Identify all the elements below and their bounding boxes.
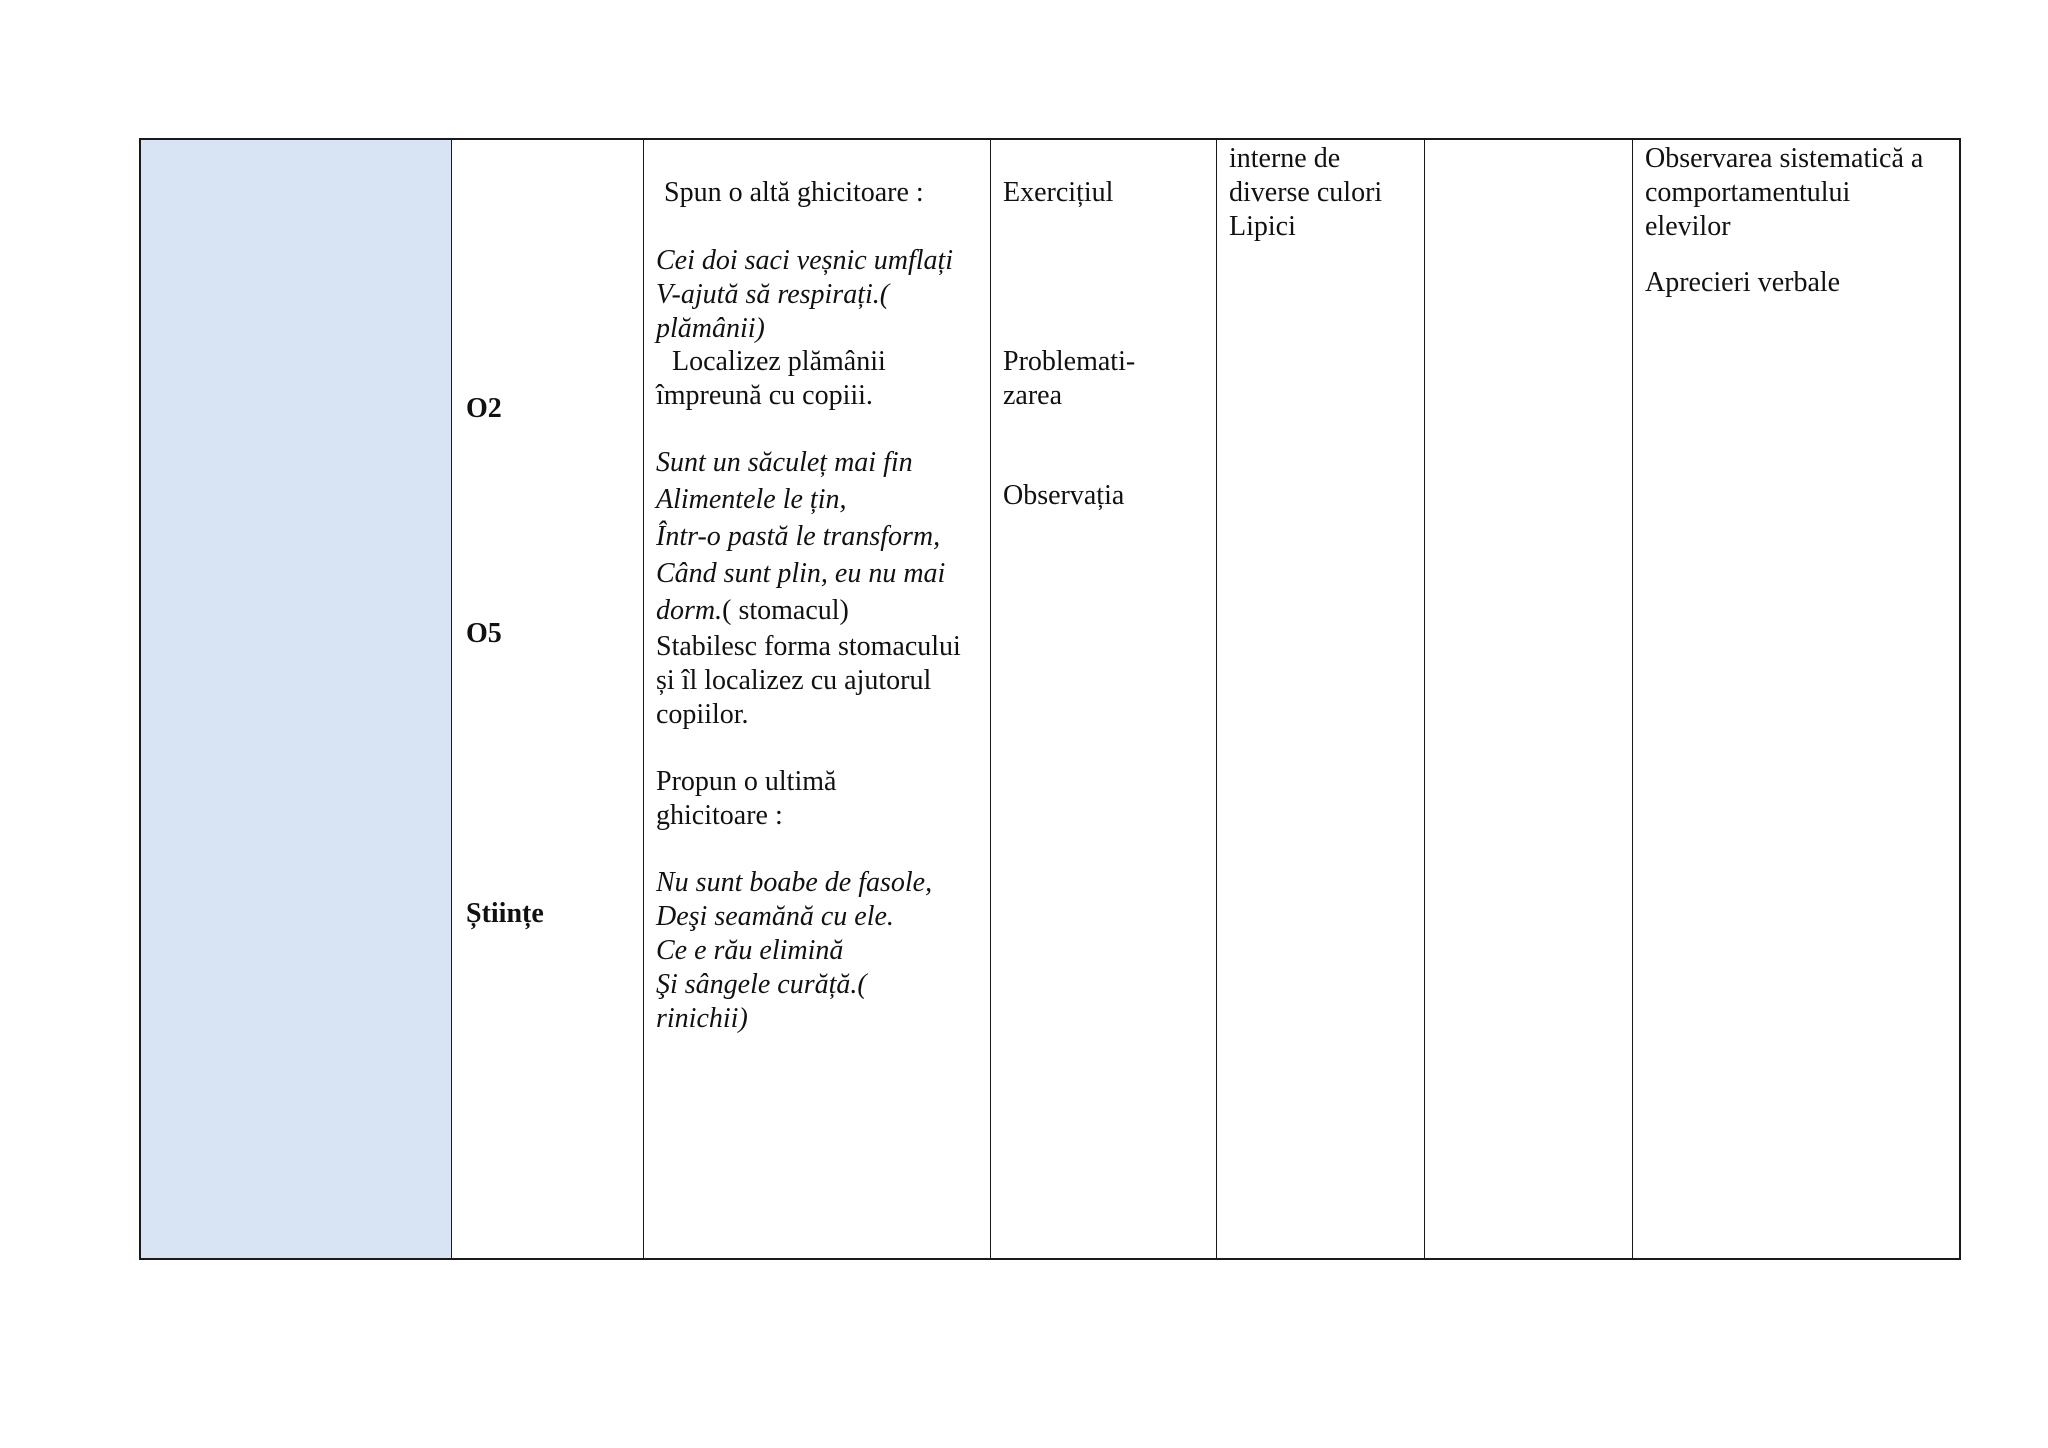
evaluation-line: comportamentului: [1645, 177, 1851, 208]
stomach-activity-line: și îl localizez cu ajutorul: [656, 665, 932, 696]
activities-column: [644, 140, 991, 1258]
objective-o2: O2: [466, 393, 502, 424]
lungs-activity-line: împreună cu copiii.: [656, 380, 873, 411]
resource-line: interne de: [1229, 143, 1341, 174]
method-problem-solving: Problemati-: [1003, 346, 1136, 377]
last-riddle-intro: Propun o ultimă: [656, 766, 837, 797]
riddle-intro: Spun o altă ghicitoare :: [664, 177, 924, 208]
riddle2-line: Sunt un săculeț mai fin: [656, 447, 913, 478]
organization-column: [1425, 140, 1633, 1258]
resources-column: [1217, 140, 1425, 1258]
evaluation-line: Observarea sistematică a: [1645, 143, 1924, 174]
riddle3-line: Nu sunt boabe de fasole,: [656, 867, 933, 898]
riddle1-line: Cei doi saci veșnic umflați: [656, 245, 954, 276]
evaluation-line: elevilor: [1645, 211, 1731, 242]
riddle1-line: plămânii): [656, 313, 765, 344]
resource-line: diverse culori: [1229, 177, 1383, 208]
riddle3-line: rinichii): [656, 1003, 748, 1034]
method-observation: Observația: [1003, 480, 1125, 511]
riddle2-answer: ( stomacul): [722, 595, 849, 626]
method-exercise: Exercițiul: [1003, 177, 1114, 208]
lungs-activity-line: Localizez plămânii: [672, 346, 886, 377]
riddle2-line: Când sunt plin, eu nu mai: [656, 558, 946, 589]
resource-line: Lipici: [1229, 211, 1296, 242]
objective-o5: O5: [466, 618, 502, 649]
riddle2-answer-lead: dorm.: [656, 595, 723, 626]
method-problem-solving: zarea: [1003, 380, 1063, 411]
riddle2-line: Într-o pastă le transform,: [656, 521, 941, 552]
riddle3-line: Ce e rău elimină: [656, 935, 844, 966]
last-riddle-intro: ghicitoare :: [656, 800, 783, 831]
subject-label: Științe: [466, 898, 544, 929]
evaluation-verbal: Aprecieri verbale: [1645, 267, 1841, 298]
stage-column: [141, 140, 452, 1258]
stomach-activity-line: copiilor.: [656, 699, 749, 730]
objectives-column: [452, 140, 644, 1258]
riddle2-line: Alimentele le țin,: [656, 484, 847, 515]
lesson-plan-table: [139, 138, 1961, 1260]
evaluation-column: [1633, 140, 1963, 1258]
stomach-activity-line: Stabilesc forma stomacului: [656, 631, 961, 662]
riddle2-line: [656, 594, 849, 628]
riddle1-line: V-ajută să respirați.(: [656, 279, 890, 310]
methods-column: [991, 140, 1217, 1258]
riddle3-line: Deşi seamănă cu ele.: [656, 901, 894, 932]
riddle3-line: Şi sângele curăță.(: [656, 969, 867, 1000]
